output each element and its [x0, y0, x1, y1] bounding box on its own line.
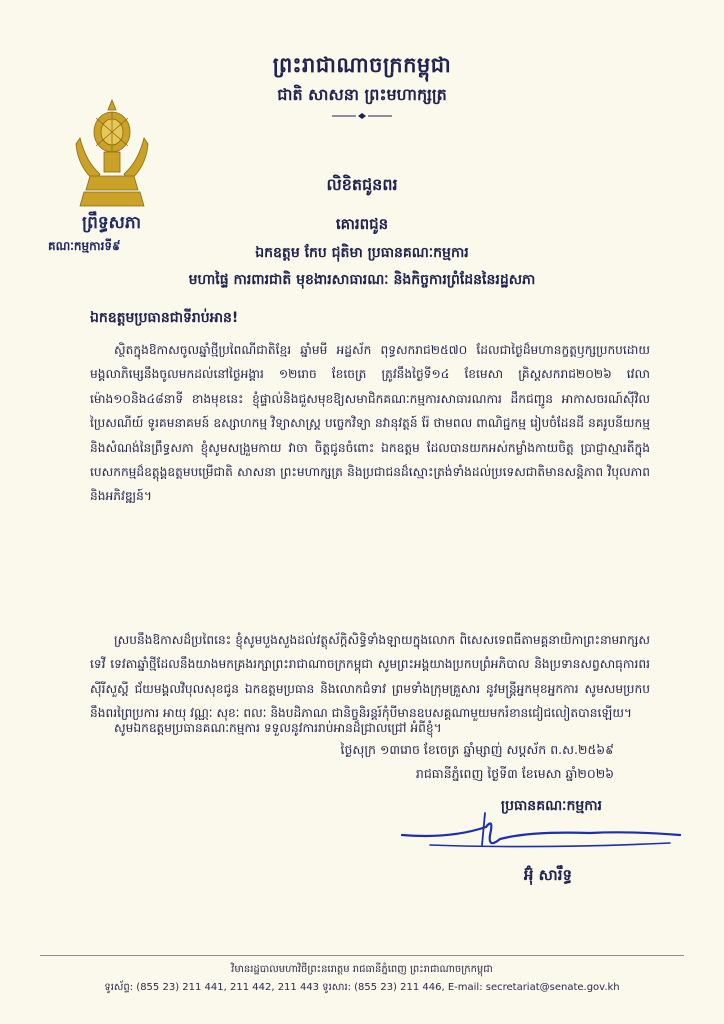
kingdom-heading: ព្រះរាជាណាចក្រកម្ពុជា [272, 53, 452, 77]
body-paragraph-1: ស្ថិតក្នុងឱកាសចូលឆ្នាំថ្មីប្រពៃណីជាតិខ្មែរ ឆ្នាំមមី អដ្ឋស័ក ពុទ្ធសករាជ២៥៧០ ដែលជាថ្ងៃដ៏មហានក្ខត្តឫក្សប្រកបដោយមង្គលាភិម្សេនឹងចូលមកដល់នៅថ្ងៃអង្គារ ១២រោច ខែចេត្រ ត្រូវនឹងថ្ងៃទី១៤ ខែមេសា គ្រិស្តសករាជ២០២៦ វេលាម៉ោង១០និង៤៨នាទី ខាងមុខនេះ ខ្ញុំផ្ទាល់និងជួសមុខឱ្យសមាជិកគណៈកម្មការសាធារណការ ដឹកជញ្ជូន អាកាសចរណ៍ស៊ីវិល ប្រៃសណីយ៍ ទូរគមនាគមន៍ ឧស្សាហកម្ម វិទ្យាសាស្ត្រ បច្ចេកវិទ្យា នវានុវត្តន៍ រ៉ែ ថាមពល ពាណិជ្ជកម្ម រៀបចំដែនដី នគរូបនីយកម្ម និងសំណង់នៃព្រឹទ្ធសភា ខ្ញុំសូមសង្រួមកាយ វាចា ចិត្តជូនចំពោះ ឯកឧត្តម ដែលបានយកអស់កម្លាំងកាយចិត្ត ប្រាជ្ញាស្មារតីក្នុងបេសកកម្មដ៏ឧត្តុង្គឧត្តមបម្រើជាតិ សាសនា ព្រះមហាក្សត្រ និងប្រជាជនដ៏ស្មោះត្រង់ទាំងដល់ប្រទេសជាតិមានសន្តិភាព វិបុលភាព និងអភិវឌ្ឍន៍។ [90, 343, 650, 504]
body-paragraph-3: សូមឯកឧត្តមប្រធានគណៈកម្មការ ទទួលនូវការរាប់អានដ៏ជ្រាលជ្រៅ អំពីខ្ញុំ។ [114, 721, 442, 735]
respectfully-to: គោរពជូន [335, 215, 389, 233]
recipient-line-2: មហាផ្ទៃ ការពារជាតិ មុខងារសាធារណៈ និងកិច្ចការព្រំដែននៃរដ្ឋសភា [188, 272, 536, 288]
footer-contact: ទូរស័ព្ទ: (855 23) 211 441, 211 442, 211 443 ទូរសារ: (855 23) 211 446, E-mail: secretariat@senate.gov.kh [104, 982, 620, 993]
solar-date: រាជធានីភ្នំពេញ ថ្ងៃទី៣ ខែមេសា ឆ្នាំ២០២៦ [415, 766, 614, 781]
signer-title: ប្រធានគណៈកម្មការ [500, 798, 602, 814]
institution-name: ព្រឹទ្ធសភា [82, 213, 142, 233]
footer-address: វិមានរដ្ឋបាលមហាវិថីព្រះនរោត្តម រាជធានីភ្នំពេញ ព្រះរាជាណាចក្រកម្ពុជា [231, 964, 493, 975]
lunar-date: ថ្ងៃសុក្រ ១៣រោច ខែចេត្រ ឆ្នាំម្សាញ់ សប្តស័ក ព.ស.២៥៦៩ [340, 742, 614, 757]
footer-divider [40, 955, 684, 956]
recipient-line-1: ឯកឧត្តម កែប ជុតិមា ប្រធានគណៈកម្មការ [255, 245, 469, 261]
ornament-divider-icon [332, 112, 392, 120]
document-type: លិខិតជូនពរ [326, 175, 398, 194]
national-motto: ជាតិ សាសនា ព្រះមហាក្សត្រ [277, 85, 447, 104]
signer-name: អ៊ុំ សារឹទ្ធ [523, 866, 572, 884]
salutation: ឯកឧត្តមប្រធានជាទីរាប់អាន! [90, 310, 239, 326]
committee-label: គណៈកម្មការទី៩ [48, 239, 121, 253]
body-paragraph-2: ស្របនឹងឱកាសដ៏ប្រពៃនេះ ខ្ញុំសូមបួងសួងដល់វត្ថុស័ក្តិសិទ្ធិទាំងឡាយក្នុងលោក ពិសេសទេពធីតាមគ្គនាយិកាព្រះនាមរាក្សសទេវី ទេវតាឆ្នាំថ្មីដែលនឹងយាងមកគ្រងរក្សាព្រះរាជាណាចក្រកម្ពុជា សូមព្រះអង្គយាងប្រកបព្រំអភិបាល និងប្រទានសព្វសាធុការពរ ស៊ីរីសួស្តី ជ័យមង្គលវិបុលសុខជូន ឯកឧត្តមប្រធាន និងលោកជំទាវ ព្រមទាំងក្រុមគ្រួសារ នូវមន្ត្រីអ្នកមុខអ្នកការ សូមសមប្រកបនឹងពរព្រៃប្រការ អាយុ វណ្ណៈ សុខៈ ពលៈ និងបដិភាណ ជានិច្ចនិរន្តរ៍កុំបីមានឧបសគ្គណាមួយមករំខានជៀជលៀតបានឡើយ។ [90, 633, 650, 721]
handwritten-signature-icon [390, 805, 690, 860]
